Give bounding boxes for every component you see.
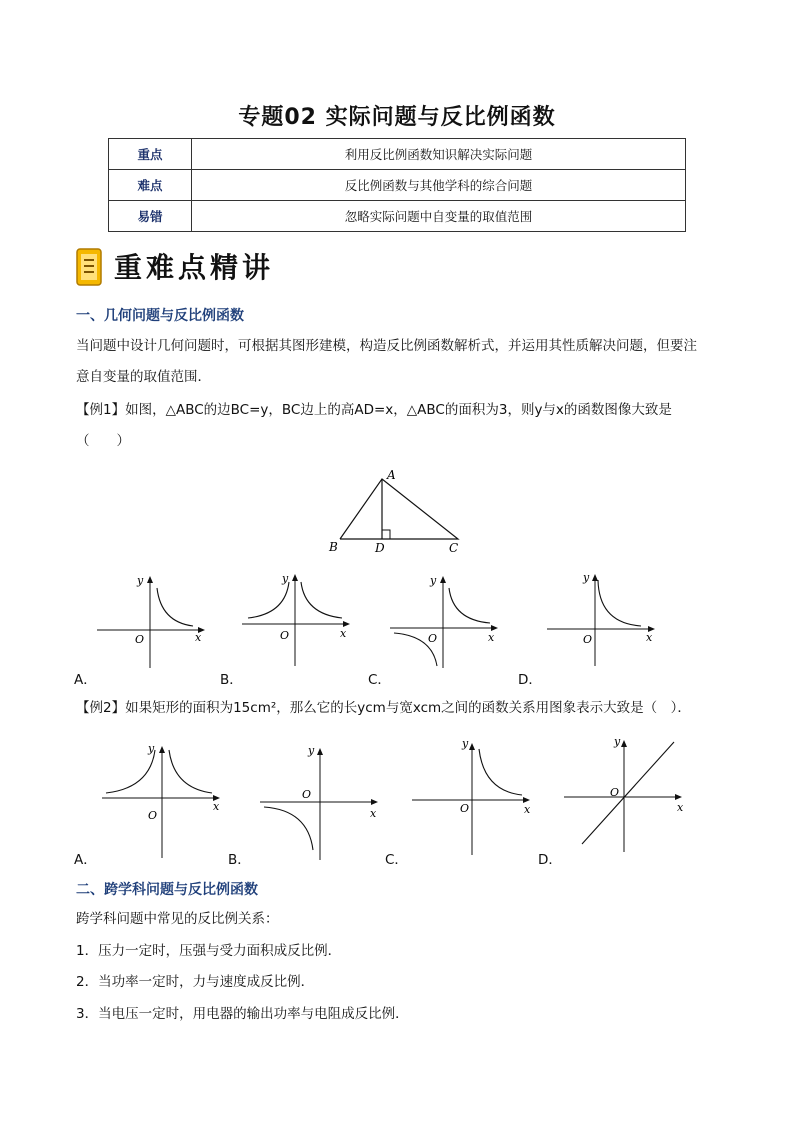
- section1-intro-line1: 当问题中设计几何问题时，可根据其图形建模，构造反比例函数解析式，并运用其性质解决问题，但要注: [76, 338, 697, 354]
- option-2b: B．: [228, 852, 251, 868]
- axis-x: x: [213, 800, 220, 813]
- option-1c: C．: [368, 672, 391, 688]
- graph-1b: [240, 568, 355, 668]
- table-row: [109, 139, 686, 170]
- graph-2c: [410, 735, 535, 857]
- summary-table: [108, 138, 686, 232]
- list-item: 2．当功率一定时，力与速度成反比例．: [76, 974, 315, 990]
- axis-origin: O: [135, 633, 145, 646]
- table-row: [109, 201, 686, 232]
- axis-y: y: [430, 574, 437, 587]
- axis-y: y: [583, 571, 590, 584]
- axis-origin: O: [302, 788, 312, 801]
- graph-1a: [95, 570, 210, 670]
- list-item: 3．当电压一定时，用电器的输出功率与电阻成反比例．: [76, 1006, 409, 1022]
- option-2d: D．: [538, 852, 562, 868]
- summary-value: 忽略实际问题中自变量的取值范围: [192, 201, 686, 232]
- table-row: [109, 170, 686, 201]
- axis-y: y: [148, 742, 155, 755]
- axis-x: x: [524, 803, 531, 816]
- axis-x: x: [340, 627, 347, 640]
- section1-heading: 一、几何问题与反比例函数: [76, 308, 244, 324]
- example1-blank: （ ）: [76, 433, 130, 449]
- axis-y: y: [137, 574, 144, 587]
- axis-x: x: [646, 631, 653, 644]
- label-b: B: [329, 540, 338, 554]
- axis-y: y: [614, 735, 621, 748]
- graph-2b: [258, 740, 383, 862]
- list-item: 1．压力一定时，压强与受力面积成反比例．: [76, 943, 342, 959]
- section1-intro-line2: 意自变量的取值范围．: [76, 369, 211, 385]
- axis-origin: O: [583, 633, 593, 646]
- graph-1d: [545, 568, 660, 668]
- graph-2a: [100, 738, 225, 860]
- summary-key: 易错: [109, 201, 192, 232]
- summary-key: 难点: [109, 170, 192, 201]
- section2-heading: 二、跨学科问题与反比例函数: [76, 882, 258, 898]
- axis-x: x: [677, 801, 684, 814]
- label-a: A: [387, 468, 396, 482]
- summary-value: 利用反比例函数知识解决实际问题: [192, 139, 686, 170]
- page-title: 专题02 实际问题与反比例函数: [238, 105, 556, 130]
- option-1b: B．: [220, 672, 243, 688]
- graph-2d: [562, 732, 687, 854]
- example1-text: 【例1】如图，△ABC的边BC=y，BC边上的高AD=x，△ABC的面积为3，则y与x的函数图像大致是: [76, 402, 672, 418]
- axis-y: y: [462, 737, 469, 750]
- section2-intro: 跨学科问题中常见的反比例关系：: [76, 911, 279, 927]
- axis-origin: O: [428, 632, 438, 645]
- axis-x: x: [370, 807, 377, 820]
- section-banner: 重难点精讲: [114, 251, 275, 284]
- label-d: D: [375, 541, 385, 555]
- label-c: C: [449, 541, 459, 555]
- axis-x: x: [488, 631, 495, 644]
- option-1d: D．: [518, 672, 542, 688]
- option-1a: A．: [74, 672, 97, 688]
- axis-origin: O: [460, 802, 470, 815]
- axis-origin: O: [280, 629, 290, 642]
- option-2a: A．: [74, 852, 97, 868]
- triangle-figure: [325, 464, 475, 556]
- notebook-icon: [76, 248, 102, 286]
- axis-x: x: [195, 631, 202, 644]
- axis-y: y: [282, 572, 289, 585]
- graph-1c: [388, 570, 503, 670]
- axis-origin: O: [610, 786, 620, 799]
- axis-y: y: [308, 744, 315, 757]
- option-2c: C．: [385, 852, 408, 868]
- summary-value: 反比例函数与其他学科的综合问题: [192, 170, 686, 201]
- axis-origin: O: [148, 809, 158, 822]
- summary-key: 重点: [109, 139, 192, 170]
- example2-text: 【例2】如果矩形的面积为15cm²，那么它的长ycm与宽xcm之间的函数关系用图象表示大致是（ ）．: [76, 700, 691, 716]
